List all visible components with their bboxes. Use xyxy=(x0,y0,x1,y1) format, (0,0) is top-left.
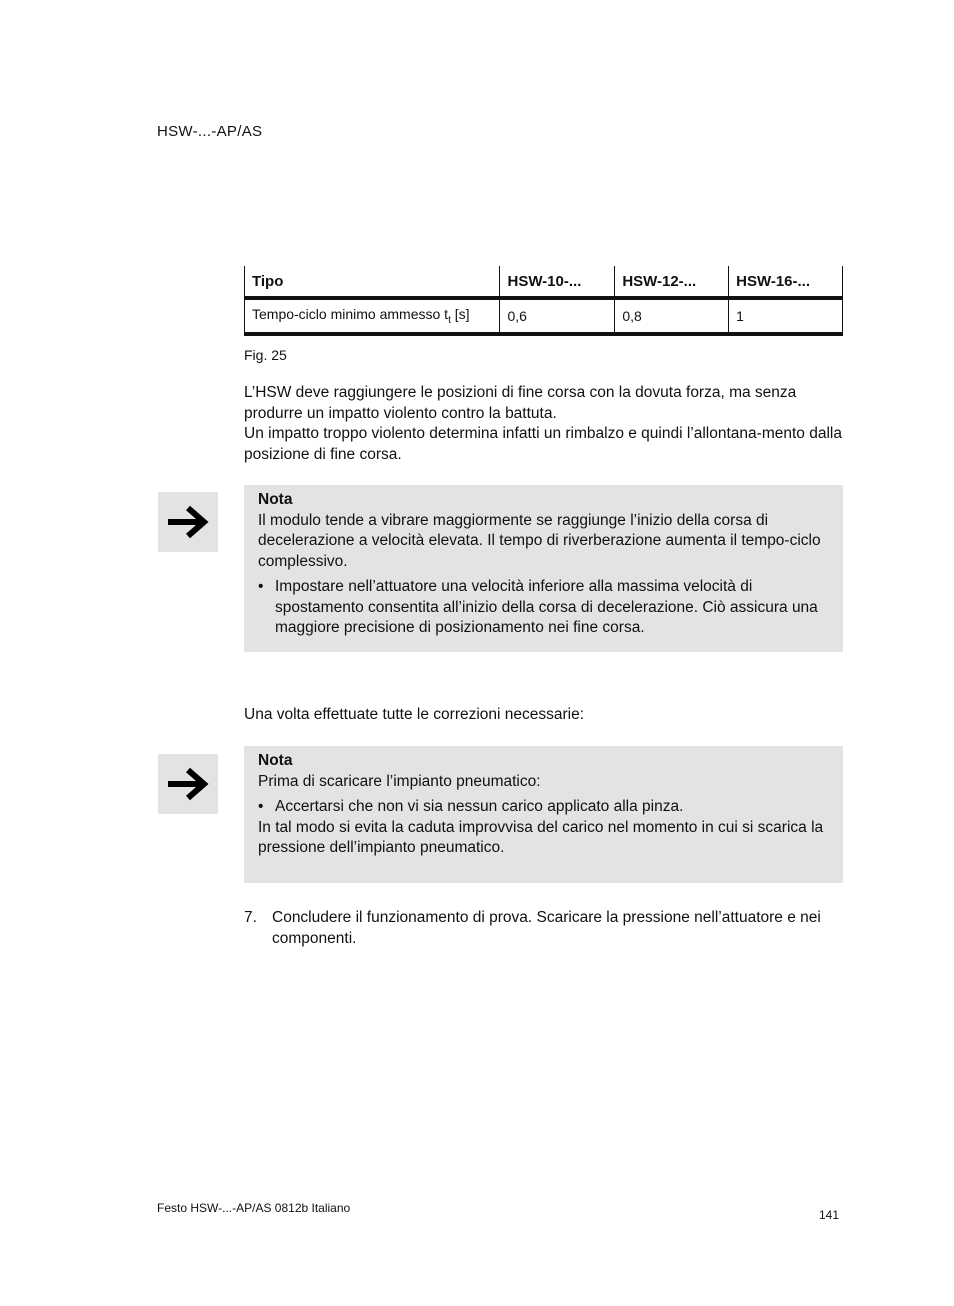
bullet-item xyxy=(258,797,829,818)
table-header-cell: Tipo xyxy=(245,266,500,298)
note-title: Nota xyxy=(258,491,293,508)
page-header-title: HSW-...-AP/AS xyxy=(157,123,263,140)
figure-caption: Fig. 25 xyxy=(244,347,287,363)
bullet-glyph: • xyxy=(258,578,264,595)
table-row xyxy=(245,298,843,334)
table-header-cell: HSW-16-... xyxy=(729,266,843,298)
arrow-right-icon xyxy=(166,766,210,802)
step-item xyxy=(244,908,844,949)
cycle-time-table xyxy=(244,266,843,336)
table-cell: 0,8 xyxy=(615,298,729,334)
table-header-cell: HSW-12-... xyxy=(615,266,729,298)
bullet-item xyxy=(258,577,829,639)
arrow-right-icon xyxy=(166,504,210,540)
bullet-text: Accertarsi che non vi sia nessun carico applicato alla pinza. xyxy=(275,798,684,815)
note-title: Nota xyxy=(258,752,293,769)
table-header-cell: HSW-10-... xyxy=(500,266,615,298)
page-number: 141 xyxy=(819,1208,840,1222)
step-number: 7. xyxy=(244,909,257,926)
note-followup-text: In tal modo si evita la caduta improvvisa del carico nel momento in cui si scarica la pressione dell’impianto pneumatico. xyxy=(258,818,824,856)
table-header-row xyxy=(245,266,843,298)
instruction-sentence: Una volta effettuate tutte le correzioni necessarie: xyxy=(244,706,585,723)
note-text: Il modulo tende a vibrare maggiormente se raggiunge l’inizio della corsa di decelerazione a velocità elevata. Il tempo di riverberazione aumenta il tempo-ciclo complessivo. xyxy=(258,511,821,570)
note-icon-box xyxy=(158,492,218,552)
note-box xyxy=(244,746,843,883)
bullet-glyph: • xyxy=(258,798,264,815)
note-icon-box xyxy=(158,754,218,814)
bullet-text: Impostare nell’attuatore una velocità inferiore alla massima velocità di spostamento consentita all’inizio della corsa di decelerazione. Ciò assicura una maggiore precisione di posizionamento nei fine corsa. xyxy=(275,578,818,636)
table-cell: 0,6 xyxy=(500,298,615,334)
note-text: Prima di scaricare l’impianto pneumatico: xyxy=(258,772,541,790)
footer-document-id: Festo HSW-...-AP/AS 0812b Italiano xyxy=(157,1201,351,1215)
table-row-label: Tempo-ciclo minimo ammesso $t_t$ [s] xyxy=(245,298,500,334)
note-box xyxy=(244,485,843,652)
table-cell: 1 xyxy=(729,298,843,334)
intro-paragraph: L’HSW deve raggiungere le posizioni di fine corsa con la dovuta forza, ma senza produrre un impatto violento contro la battuta. Un impatto troppo violento determina infatti un rimbalzo e quindi l’allontana-mento dalla posizione di fine corsa. xyxy=(244,384,842,463)
subscript: t xyxy=(448,314,451,326)
step-text: Concludere il funzionamento di prova. Scaricare la pressione nell’attuatore e nei componenti. xyxy=(272,909,821,947)
